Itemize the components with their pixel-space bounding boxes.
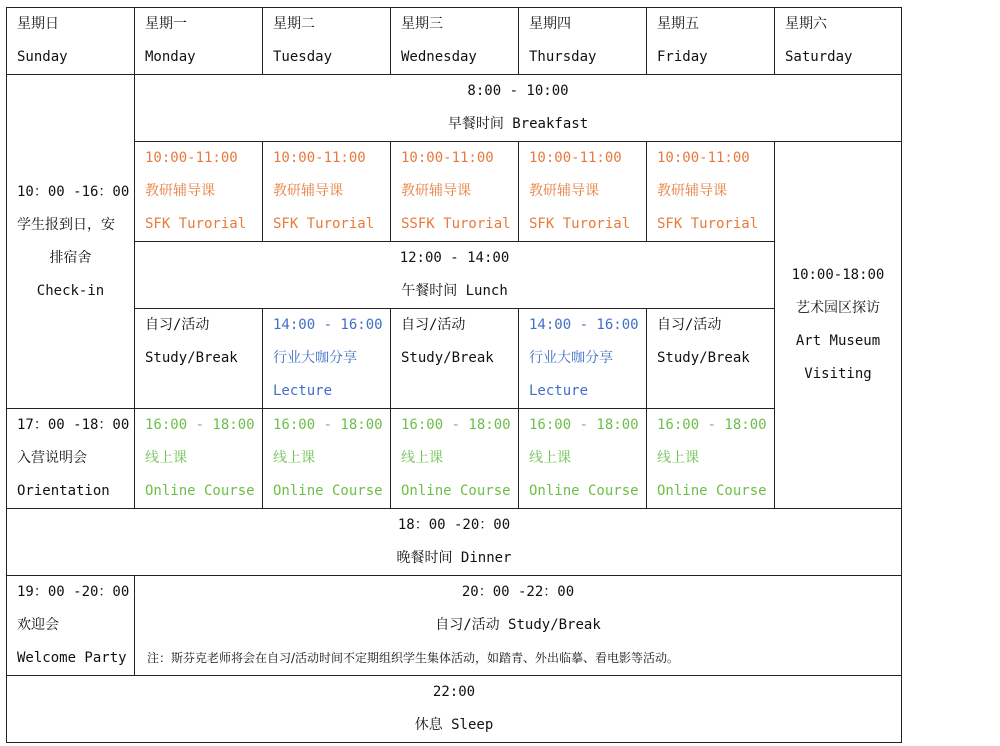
- online-time: 16:00 - 18:00: [145, 417, 255, 433]
- online-en: Online Course: [401, 483, 511, 499]
- museum-time: 10:00-18:00: [791, 267, 885, 283]
- day-zh: 星期二: [273, 16, 315, 32]
- breakfast-cell: [135, 75, 902, 142]
- activity-zh: 自习/活动: [401, 317, 466, 333]
- tutorial-zh: 教研辅导课: [145, 183, 215, 199]
- lunch-row: [7, 242, 902, 309]
- dinner-cell: [7, 509, 902, 576]
- tutorial-time: 10:00-11:00: [273, 150, 366, 166]
- afternoon-tuesday: [263, 309, 391, 409]
- tutorial-en: SFK Turorial: [145, 216, 247, 232]
- tutorial-row: [7, 142, 902, 242]
- online-time: 16:00 - 18:00: [273, 417, 383, 433]
- activity-zh: 自习/活动: [145, 317, 210, 333]
- tutorial-en: SSFK Turorial: [401, 216, 511, 232]
- day-en: Thursday: [529, 49, 597, 65]
- tutorial-time: 10:00-11:00: [657, 150, 750, 166]
- checkin-en: Check-in: [36, 282, 105, 299]
- day-en: Wednesday: [401, 49, 477, 65]
- online-wednesday: [391, 409, 519, 509]
- museum-en-line1: Art Museum: [795, 333, 881, 349]
- day-zh: 星期一: [145, 16, 187, 32]
- online-monday: [135, 409, 263, 509]
- sunday-welcome-cell: [7, 576, 135, 676]
- sunday-orientation-cell: [7, 409, 135, 509]
- online-zh: 线上课: [273, 450, 315, 466]
- afternoon-thursday: [519, 309, 647, 409]
- lecture-time: 14:00 - 16:00: [529, 317, 639, 333]
- lecture-zh: 行业大咖分享: [273, 350, 357, 366]
- day-zh: 星期五: [657, 16, 699, 32]
- header-saturday: [775, 8, 902, 75]
- checkin-zh-line1: 学生报到日，安: [17, 216, 115, 233]
- day-en: Friday: [657, 49, 708, 65]
- day-en: Monday: [145, 49, 196, 65]
- online-zh: 线上课: [401, 450, 443, 466]
- saturday-museum-cell: [775, 142, 902, 509]
- activity-en: Study/Break: [657, 350, 750, 366]
- breakfast-time: 8:00 - 10:00: [467, 83, 569, 99]
- sunday-checkin-cell: [7, 75, 135, 409]
- tutorial-time: 10:00-11:00: [145, 150, 238, 166]
- day-zh: 星期四: [529, 16, 571, 32]
- header-row: [7, 8, 902, 75]
- dinner-row: [7, 509, 902, 576]
- tutorial-time: 10:00-11:00: [401, 150, 494, 166]
- online-en: Online Course: [657, 483, 767, 499]
- sleep-time: 22:00: [432, 684, 476, 700]
- breakfast-row: [7, 75, 902, 142]
- tutorial-monday: [135, 142, 263, 242]
- online-en: Online Course: [273, 483, 383, 499]
- welcome-time: 19：00 -20：00: [17, 584, 130, 600]
- tutorial-zh: 教研辅导课: [529, 183, 599, 199]
- welcome-zh: 欢迎会: [17, 617, 59, 633]
- online-zh: 线上课: [657, 450, 699, 466]
- tutorial-zh: 教研辅导课: [273, 183, 343, 199]
- header-thursday: [519, 8, 647, 75]
- sleep-row: [7, 676, 902, 743]
- online-en: Online Course: [529, 483, 639, 499]
- online-course-row: [7, 409, 902, 509]
- tutorial-en: SFK Turorial: [529, 216, 631, 232]
- day-zh: 星期三: [401, 16, 443, 32]
- lunch-time: 12:00 - 14:00: [399, 250, 510, 266]
- checkin-zh-line2: 排宿舍: [49, 249, 92, 266]
- orientation-time: 17：00 -18：00: [17, 417, 130, 433]
- afternoon-monday: [135, 309, 263, 409]
- header-monday: [135, 8, 263, 75]
- tutorial-thursday: [519, 142, 647, 242]
- evening-row: [7, 576, 902, 676]
- header-wednesday: [391, 8, 519, 75]
- header-tuesday: [263, 8, 391, 75]
- tutorial-friday: [647, 142, 775, 242]
- activity-en: Study/Break: [145, 350, 238, 366]
- online-en: Online Course: [145, 483, 255, 499]
- online-time: 16:00 - 18:00: [401, 417, 511, 433]
- online-time: 16:00 - 18:00: [529, 417, 639, 433]
- day-en: Tuesday: [273, 49, 333, 65]
- afternoon-row: [7, 309, 902, 409]
- weekly-schedule-table: [6, 7, 902, 743]
- day-en: Saturday: [785, 49, 853, 65]
- tutorial-zh: 教研辅导课: [657, 183, 727, 199]
- evening-study-cell: [135, 576, 902, 676]
- header-friday: [647, 8, 775, 75]
- orientation-en: Orientation: [17, 483, 110, 499]
- header-sunday: [7, 8, 135, 75]
- tutorial-time: 10:00-11:00: [529, 150, 622, 166]
- lunch-cell: [135, 242, 775, 309]
- tutorial-wednesday: [391, 142, 519, 242]
- evening-note: 注：斯芬克老师将会在自习/活动时间不定期组织学生集体活动，如踏青、外出临摹、看电影等活动。: [147, 651, 680, 665]
- dinner-time: 18：00 -20：00: [397, 517, 511, 533]
- orientation-zh: 入营说明会: [17, 450, 87, 466]
- breakfast-label: 早餐时间 Breakfast: [447, 116, 589, 132]
- museum-en-line2: Visiting: [804, 366, 872, 382]
- museum-zh: 艺术园区探访: [796, 300, 880, 316]
- online-zh: 线上课: [145, 450, 187, 466]
- activity-zh: 自习/活动: [657, 317, 722, 333]
- evening-time: 20：00 -22：00: [461, 584, 575, 600]
- sleep-label: 休息 Sleep: [414, 717, 494, 733]
- online-zh: 线上课: [529, 450, 571, 466]
- online-time: 16:00 - 18:00: [657, 417, 767, 433]
- activity-en: Study/Break: [401, 350, 494, 366]
- lecture-zh: 行业大咖分享: [529, 350, 613, 366]
- checkin-time: 10：00 -16：00: [17, 183, 130, 200]
- tutorial-tuesday: [263, 142, 391, 242]
- lecture-time: 14:00 - 16:00: [273, 317, 383, 333]
- tutorial-zh: 教研辅导课: [401, 183, 471, 199]
- online-friday: [647, 409, 775, 509]
- tutorial-en: SFK Turorial: [657, 216, 759, 232]
- lunch-label: 午餐时间 Lunch: [401, 283, 508, 299]
- lecture-en: Lecture: [529, 383, 589, 399]
- online-tuesday: [263, 409, 391, 509]
- welcome-en: Welcome Party: [17, 650, 127, 666]
- sleep-cell: [7, 676, 902, 743]
- day-en: Sunday: [17, 49, 68, 65]
- day-zh: 星期六: [785, 16, 827, 32]
- evening-label: 自习/活动 Study/Break: [435, 617, 601, 633]
- day-zh: 星期日: [17, 16, 59, 32]
- afternoon-friday: [647, 309, 775, 409]
- tutorial-en: SFK Turorial: [273, 216, 375, 232]
- afternoon-wednesday: [391, 309, 519, 409]
- dinner-label: 晚餐时间 Dinner: [396, 550, 512, 566]
- lecture-en: Lecture: [273, 383, 333, 399]
- online-thursday: [519, 409, 647, 509]
